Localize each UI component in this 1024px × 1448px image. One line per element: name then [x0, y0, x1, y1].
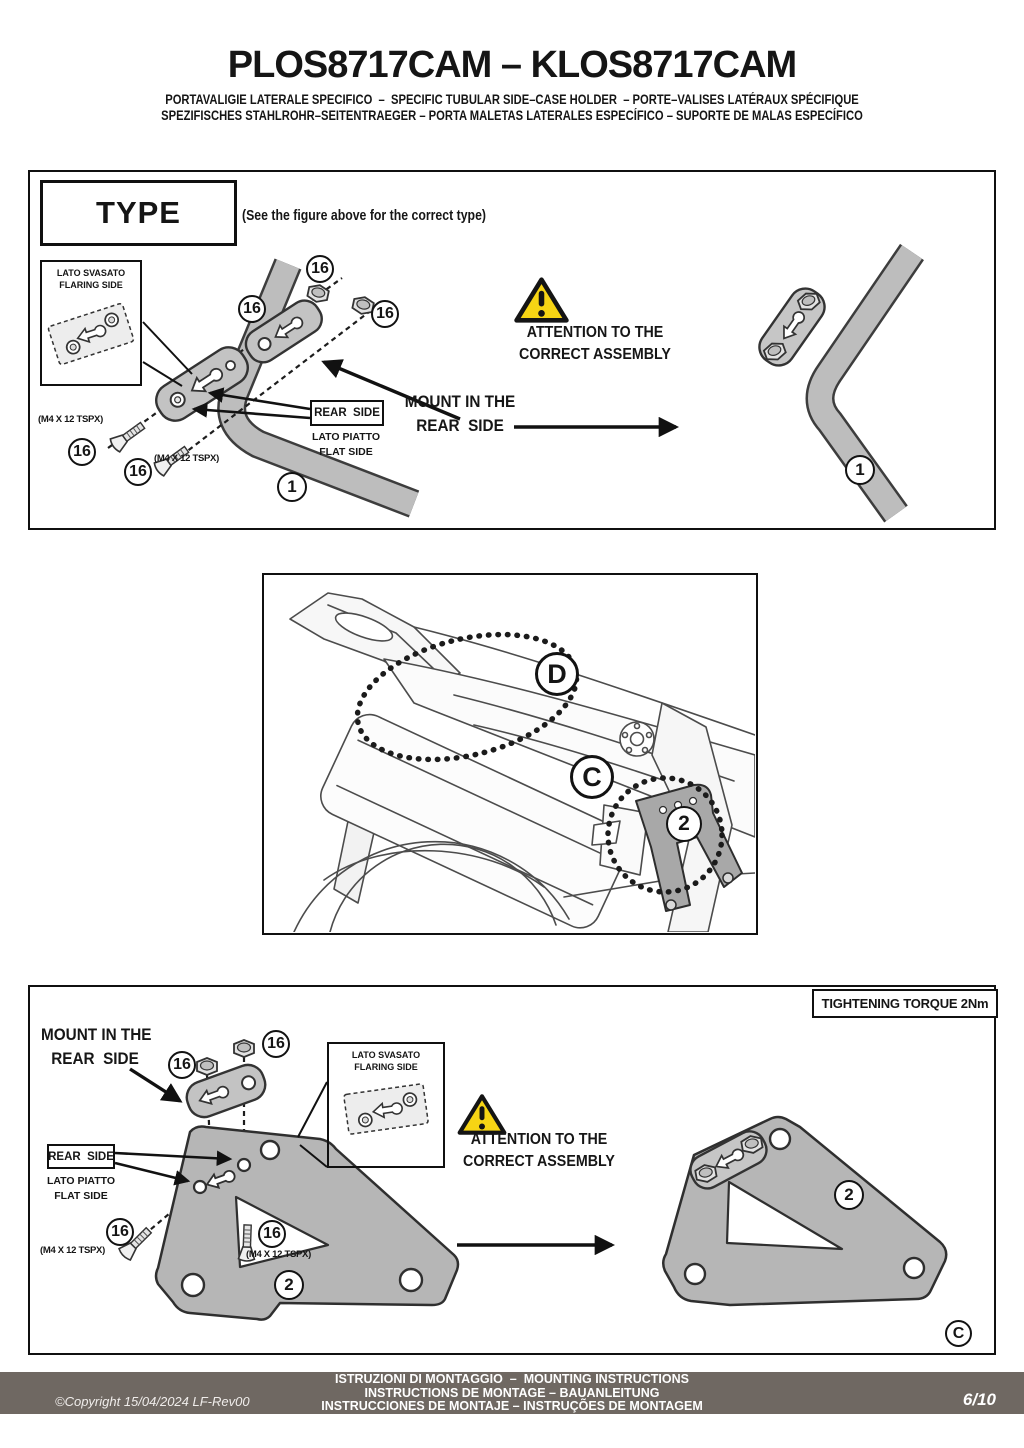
footer-line-2: INSTRUCTIONS DE MONTAGE – BAUANLEITUNG: [364, 1385, 660, 1400]
marker-c-badge: C: [570, 755, 614, 799]
clamp-plate-flaring-side: [182, 1060, 269, 1121]
footer-line-3: INSTRUCCIONES DE MONTAJE – INSTRUÇÕES DE MONTAGEM: [321, 1399, 703, 1413]
type-assembly-panel: [28, 170, 996, 530]
part-16-badge: 16: [371, 300, 399, 328]
flange-nut-icon: [234, 1040, 254, 1057]
marker-c-badge: C: [945, 1320, 972, 1347]
flat-side-label-it: LATO PIATTO: [311, 431, 381, 443]
attention-label: ATTENTION TO THE CORRECT ASSEMBLY: [463, 1131, 615, 1170]
flaring-side-label-en: FLARING SIDE: [59, 280, 123, 290]
frame-hub: [620, 722, 654, 756]
clamp-assembled: [753, 282, 831, 371]
subtitle-line-1: PORTAVALIGIE LATERALE SPECIFICO – SPECIFIC TUBULAR SIDE–CASE HOLDER – PORTE–VALISES LATÉRAUX SPÉCIFIQUE: [165, 92, 859, 107]
motorcycle-drawing: [264, 575, 755, 932]
subtitle-line-2: SPEZIFISCHES STAHLROHR–SEITENTRAEGER – PORTA MALETAS LATERALES ESPECÍFICO – SUPORTE DE MALAS ESPECÍFICO: [161, 108, 863, 123]
copyright-label: ©Copyright 15/04/2024 LF-Rev00: [55, 1394, 250, 1409]
footer-bar: [0, 1372, 1024, 1414]
part-2-badge: 2: [274, 1270, 304, 1300]
rear-side-arrow: [115, 1163, 188, 1181]
part-16-badge: 16: [106, 1218, 134, 1246]
screw-spec-label: (M4 X 12 TSPX): [154, 453, 219, 464]
torque-assembly-panel: [28, 985, 996, 1355]
part-16-badge: 16: [262, 1030, 290, 1058]
part-16-badge: 16: [258, 1220, 286, 1248]
part-2-badge: 2: [666, 806, 702, 842]
mount-rear-side-label: MOUNT IN THE REAR SIDE: [41, 1025, 152, 1068]
rear-side-callout: [47, 1144, 115, 1169]
type-label: TYPE: [96, 195, 181, 230]
screw-spec-label: (M4 X 12 TSPX): [38, 414, 103, 425]
screw-spec-label: (M4 X 12 TSPX): [40, 1245, 105, 1256]
part-2-badge: 2: [834, 1180, 864, 1210]
flat-side-label-en: FLAT SIDE: [319, 446, 373, 458]
marker-d-badge: D: [535, 652, 579, 696]
part-1-badge: 1: [845, 455, 875, 485]
flat-side-labels: [38, 1174, 124, 1204]
flaring-side-callout: [327, 1042, 445, 1168]
flat-side-label-it: LATO PIATTO: [46, 1175, 116, 1187]
part-16-badge: 16: [306, 255, 334, 283]
rear-side-arrow: [194, 409, 310, 418]
part-16-badge: 16: [168, 1051, 196, 1079]
rear-side-callout: [310, 400, 384, 426]
part-16-badge: 16: [68, 438, 96, 466]
type-box: [40, 180, 237, 246]
part-16-badge: 16: [238, 295, 266, 323]
torque-badge: [812, 989, 998, 1018]
flaring-side-callout: [40, 260, 142, 386]
mount-rear-side-label: MOUNT IN THE REAR SIDE: [404, 392, 516, 435]
part-16-badge: 16: [124, 458, 152, 486]
flaring-side-label-en: FLARING SIDE: [354, 1062, 418, 1072]
type-note: (See the figure above for the correct type): [242, 207, 487, 224]
flat-side-labels: [296, 430, 396, 460]
rear-side-label: REAR SIDE: [48, 1150, 114, 1163]
flange-nut-icon: [197, 1058, 217, 1075]
page-number: 6/10: [962, 1390, 996, 1409]
torque-label: TIGHTENING TORQUE 2Nm: [821, 996, 989, 1011]
part-1-badge: 1: [277, 472, 307, 502]
warning-triangle-icon: [513, 276, 570, 324]
footer-line-1: ISTRUZIONI DI MONTAGGIO – MOUNTING INSTRUCTIONS: [335, 1372, 689, 1386]
flaring-side-label-it: LATO SVASATO: [351, 1050, 421, 1060]
motorcycle-location-panel: [262, 573, 758, 935]
screw-spec-label: (M4 X 12 TSPX): [246, 1249, 311, 1260]
page-title: PLOS8717CAM – KLOS8717CAM: [227, 44, 797, 86]
attention-label: ATTENTION TO THE CORRECT ASSEMBLY: [519, 324, 671, 363]
flaring-side-label-it: LATO SVASATO: [56, 268, 126, 278]
countersunk-screw-icon: [109, 419, 148, 453]
flat-side-label-en: FLAT SIDE: [54, 1190, 108, 1202]
rear-side-label: REAR SIDE: [314, 407, 380, 419]
